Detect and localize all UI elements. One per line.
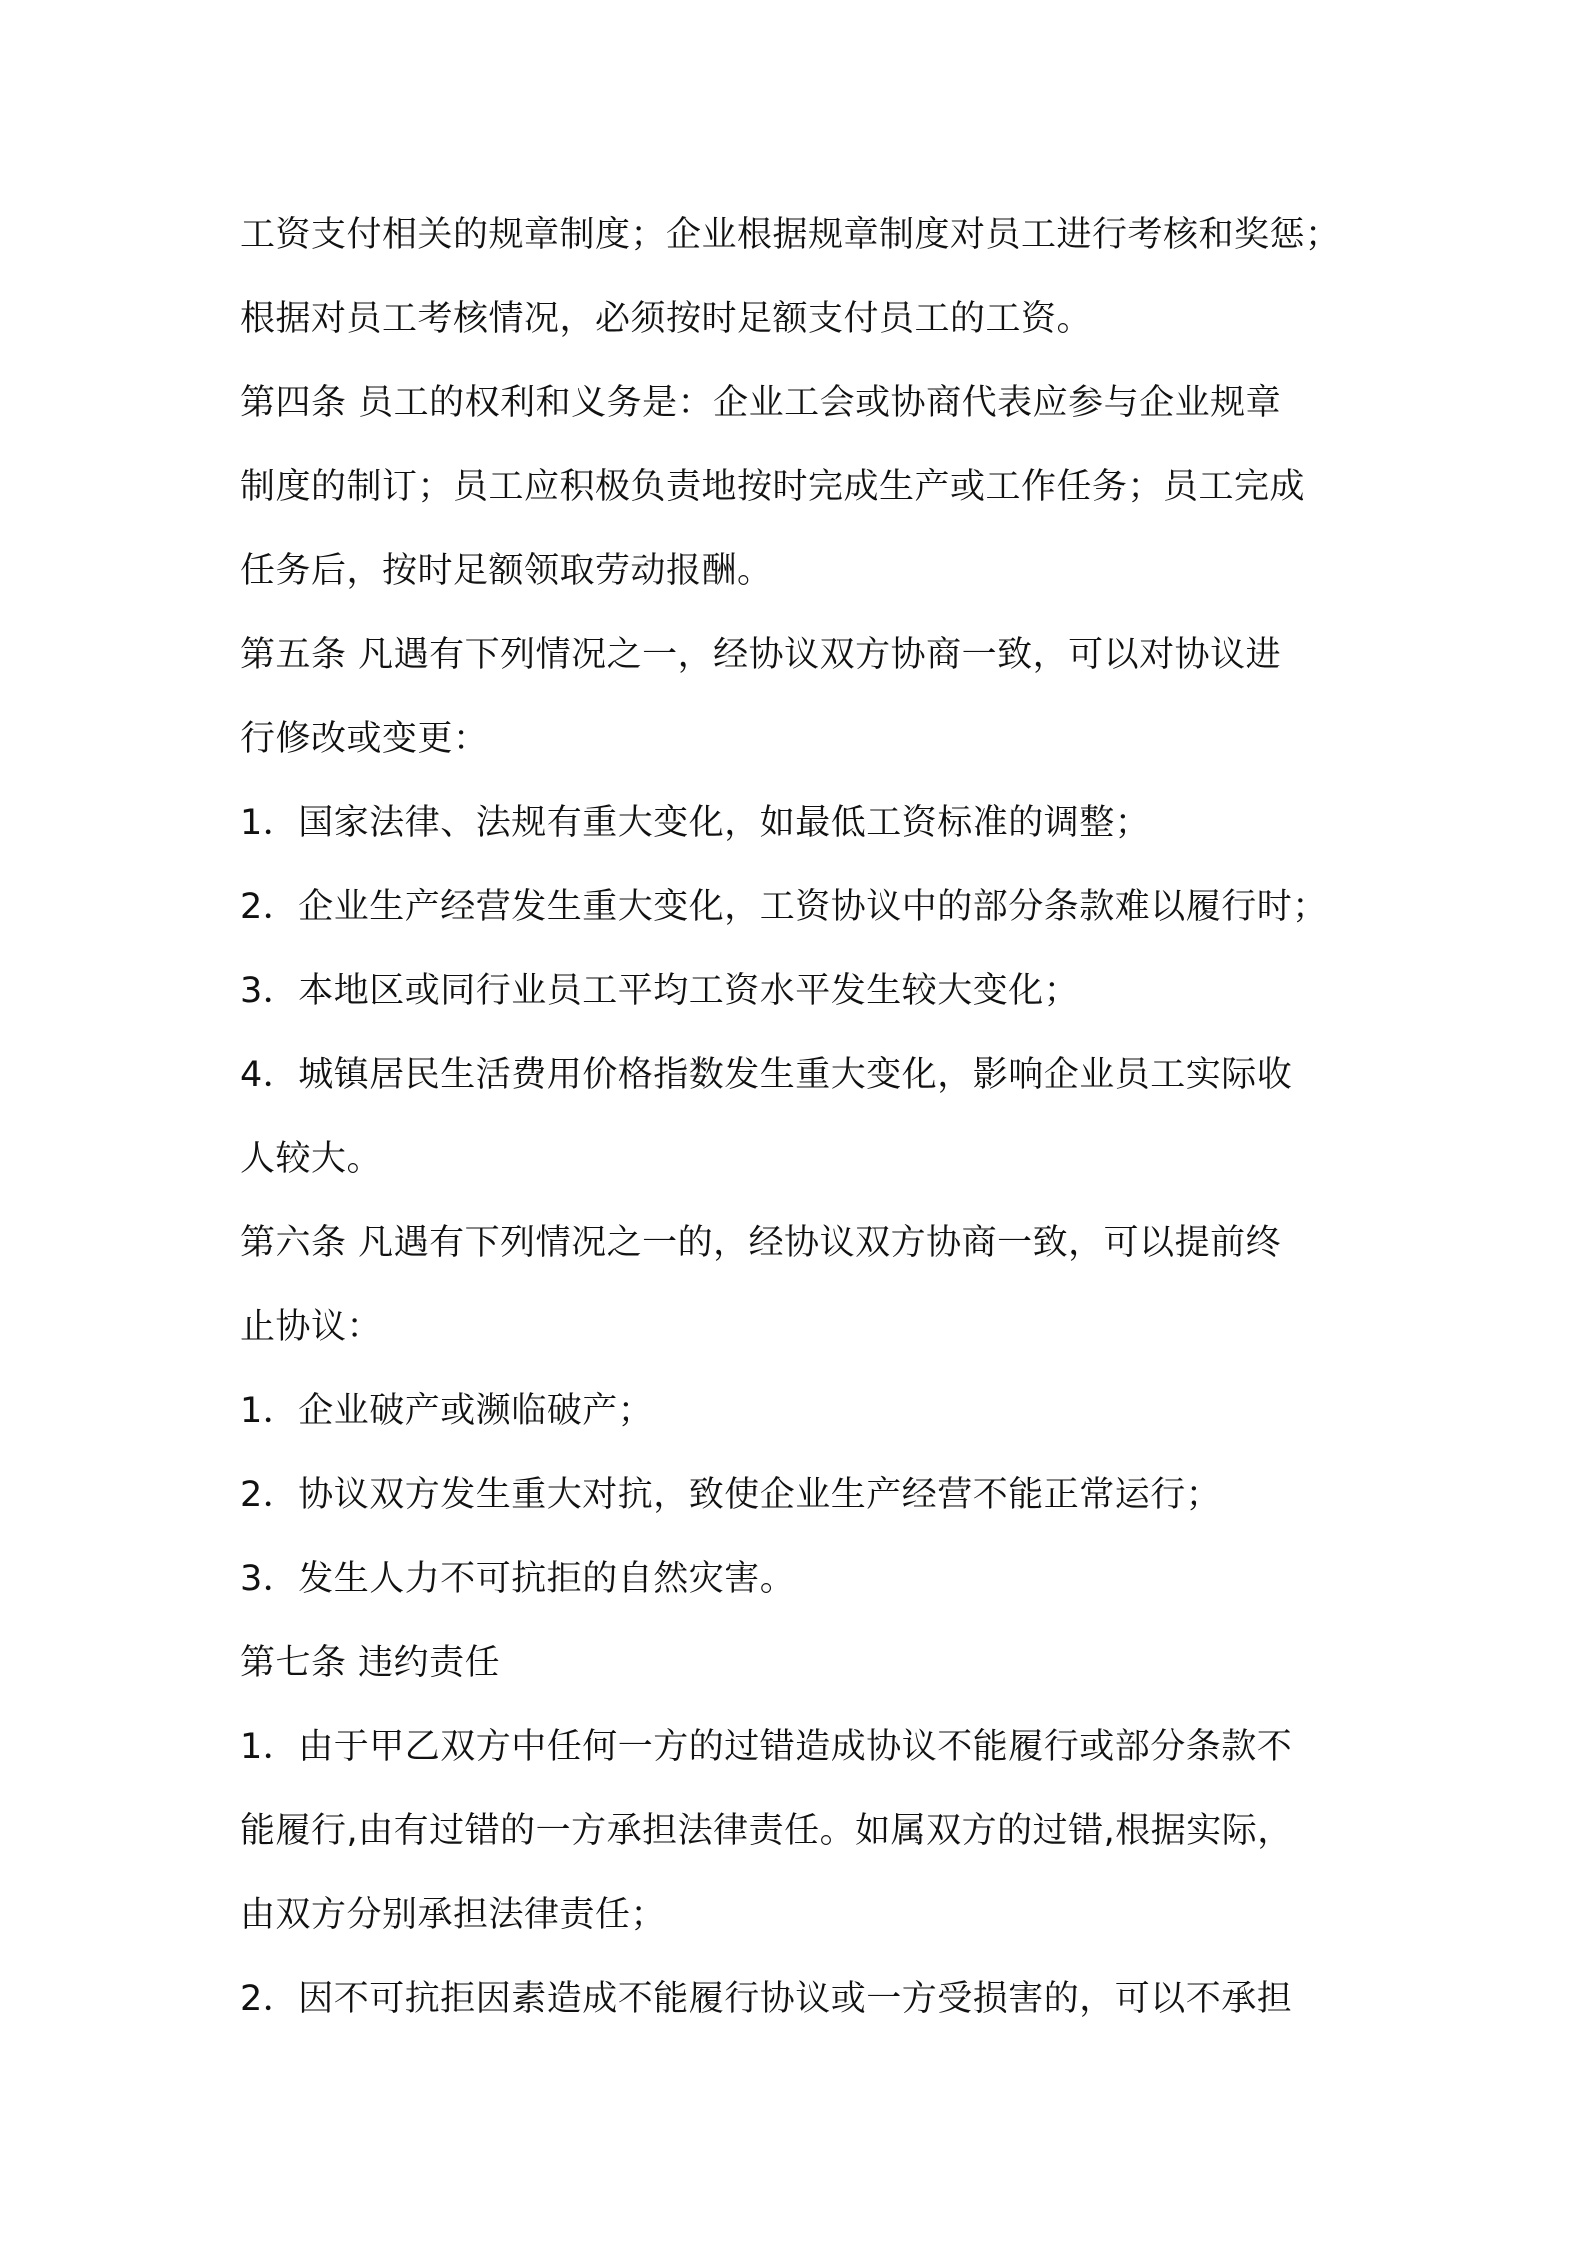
list-item: 3．发生人力不可抗拒的自然灾害。: [240, 1559, 796, 1599]
list-item: 2．协议双方发生重大对抗，致使企业生产经营不能正常运行；: [240, 1475, 1222, 1515]
list-item: 1．国家法律、法规有重大变化，如最低工资标准的调整；: [240, 803, 1151, 843]
text-line: 根据对员工考核情况，必须按时足额支付员工的工资。: [240, 299, 1093, 339]
list-item: 3．本地区或同行业员工平均工资水平发生较大变化；: [240, 971, 1080, 1011]
text-line: 行修改或变更：: [240, 719, 489, 759]
list-item: 4．城镇居民生活费用价格指数发生重大变化，影响企业员工实际收: [240, 1055, 1293, 1095]
text-line: 制度的制订；员工应积极负责地按时完成生产或工作任务；员工完成: [240, 467, 1306, 507]
text-line: 由双方分别承担法律责任；: [240, 1895, 667, 1935]
article-6-heading-line: 第六条 凡遇有下列情况之一的，经协议双方协商一致，可以提前终: [240, 1223, 1282, 1263]
article-5-heading-line: 第五条 凡遇有下列情况之一，经协议双方协商一致，可以对协议进: [240, 635, 1282, 675]
list-item: 2．企业生产经营发生重大变化，工资协议中的部分条款难以履行时；: [240, 887, 1328, 927]
list-item: 1．由于甲乙双方中任何一方的过错造成协议不能履行或部分条款不: [240, 1727, 1293, 1767]
text-line: 人较大。: [240, 1139, 383, 1179]
list-item: 1．企业破产或濒临破产；: [240, 1391, 654, 1431]
document-body: [240, 193, 1360, 2041]
list-item: 2．因不可抗拒因素造成不能履行协议或一方受损害的，可以不承担: [240, 1979, 1293, 2019]
text-line: 能履行,由有过错的一方承担法律责任。如属双方的过错,根据实际，: [240, 1811, 1293, 1851]
text-line: 工资支付相关的规章制度；企业根据规章制度对员工进行考核和奖惩；: [240, 215, 1341, 255]
article-4-heading-line: 第四条 员工的权利和义务是：企业工会或协商代表应参与企业规章: [240, 383, 1282, 423]
text-line: 止协议：: [240, 1307, 383, 1347]
article-7-heading: 第七条 违约责任: [240, 1643, 501, 1683]
text-line: 任务后，按时足额领取劳动报酬。: [240, 551, 773, 591]
